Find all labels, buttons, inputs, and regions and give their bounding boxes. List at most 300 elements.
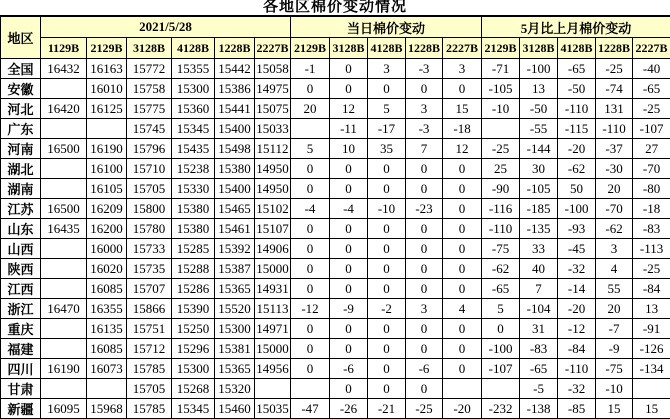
- monthly-change-cell: -135: [520, 219, 558, 239]
- column-header: 2227B: [255, 38, 291, 59]
- monthly-change-cell: -50: [558, 79, 596, 99]
- region-cell: 福建: [1, 339, 41, 359]
- daily-change-cell: -2: [368, 299, 406, 319]
- daily-change-cell: [291, 379, 330, 399]
- price-cell: 15000: [255, 339, 291, 359]
- price-cell: 15238: [172, 159, 215, 179]
- table-row: [1, 139, 670, 159]
- column-header: 4128B: [368, 38, 406, 59]
- monthly-change-cell: -30: [596, 159, 633, 179]
- table-row: [1, 399, 670, 419]
- monthly-change-cell: 20: [596, 299, 633, 319]
- price-cell: 16135: [87, 319, 127, 339]
- price-cell: [87, 379, 127, 399]
- daily-change-cell: 3: [368, 59, 406, 79]
- daily-change-cell: 0: [443, 199, 482, 219]
- daily-change-cell: -18: [443, 119, 482, 139]
- monthly-change-cell: -65: [482, 279, 520, 299]
- monthly-change-cell: 33: [520, 239, 558, 259]
- table-row: [1, 279, 670, 299]
- price-cell: 14906: [255, 239, 291, 259]
- price-cell: 15707: [127, 279, 172, 299]
- price-cell: 15441: [215, 99, 255, 119]
- monthly-change-cell: 31: [520, 319, 558, 339]
- daily-change-cell: 0: [291, 219, 330, 239]
- price-cell: [41, 259, 87, 279]
- column-header: 2129B: [291, 38, 330, 59]
- monthly-change-cell: -110: [596, 119, 633, 139]
- region-cell: 甘肃: [1, 379, 41, 399]
- price-cell: 16200: [87, 219, 127, 239]
- daily-change-cell: -12: [291, 299, 330, 319]
- daily-change-cell: -47: [291, 399, 330, 419]
- price-cell: [41, 239, 87, 259]
- price-cell: 15968: [87, 399, 127, 419]
- region-cell: 湖北: [1, 159, 41, 179]
- monthly-change-cell: 5: [482, 299, 520, 319]
- monthly-change-cell: -104: [520, 299, 558, 319]
- price-cell: 16470: [41, 299, 87, 319]
- price-cell: 15000: [255, 259, 291, 279]
- daily-change-cell: 0: [368, 279, 406, 299]
- daily-change-cell: 35: [368, 139, 406, 159]
- cotton-price-table: [0, 15, 670, 419]
- price-cell: 15268: [172, 379, 215, 399]
- price-cell: 15780: [127, 219, 172, 239]
- price-cell: [41, 179, 87, 199]
- daily-change-cell: 0: [291, 239, 330, 259]
- monthly-change-cell: -20: [558, 299, 596, 319]
- price-cell: 15745: [127, 119, 172, 139]
- monthly-change-cell: -18: [633, 199, 670, 219]
- header-group-1: 当日棉价变动: [291, 16, 482, 38]
- monthly-change-cell: -9: [596, 339, 633, 359]
- daily-change-cell: 20: [291, 99, 330, 119]
- monthly-change-cell: -90: [482, 179, 520, 199]
- region-cell: 安徽: [1, 79, 41, 99]
- monthly-change-cell: -232: [482, 399, 520, 419]
- price-cell: 16209: [87, 199, 127, 219]
- price-cell: 15400: [215, 119, 255, 139]
- daily-change-cell: 0: [406, 79, 443, 99]
- monthly-change-cell: -65: [558, 59, 596, 79]
- monthly-change-cell: [482, 119, 520, 139]
- region-cell: 陕西: [1, 259, 41, 279]
- price-cell: [41, 279, 87, 299]
- monthly-change-cell: -75: [596, 359, 633, 379]
- daily-change-cell: 0: [406, 259, 443, 279]
- daily-change-cell: 0: [443, 279, 482, 299]
- price-cell: 16020: [87, 259, 127, 279]
- monthly-change-cell: -10: [482, 99, 520, 119]
- table-row: [1, 199, 670, 219]
- monthly-change-cell: -83: [633, 219, 670, 239]
- monthly-change-cell: -110: [482, 219, 520, 239]
- price-cell: 15112: [255, 139, 291, 159]
- monthly-change-cell: -70: [596, 199, 633, 219]
- monthly-change-cell: -25: [633, 259, 670, 279]
- monthly-change-cell: -50: [520, 99, 558, 119]
- price-cell: 14950: [255, 179, 291, 199]
- monthly-change-cell: -110: [558, 99, 596, 119]
- price-cell: 15733: [127, 239, 172, 259]
- daily-change-cell: 5: [291, 139, 330, 159]
- region-cell: 河北: [1, 99, 41, 119]
- daily-change-cell: 0: [368, 239, 406, 259]
- daily-change-cell: -17: [368, 119, 406, 139]
- price-cell: 16105: [87, 179, 127, 199]
- daily-change-cell: 15: [443, 99, 482, 119]
- price-cell: 15461: [215, 219, 255, 239]
- price-cell: 15330: [172, 179, 215, 199]
- column-header: 2227B: [633, 38, 670, 59]
- monthly-change-cell: -105: [520, 179, 558, 199]
- price-cell: 15286: [172, 279, 215, 299]
- table-row: [1, 299, 670, 319]
- monthly-change-cell: -113: [633, 239, 670, 259]
- monthly-change-cell: -14: [558, 279, 596, 299]
- price-cell: 15355: [172, 59, 215, 79]
- price-cell: 15386: [215, 79, 255, 99]
- table-row: [1, 359, 670, 379]
- daily-change-cell: 7: [406, 139, 443, 159]
- table-head: [1, 16, 670, 59]
- price-cell: 15392: [215, 239, 255, 259]
- region-cell: 山西: [1, 239, 41, 259]
- monthly-change-cell: [633, 379, 670, 399]
- column-header: 2227B: [443, 38, 482, 59]
- column-header: 1228B: [406, 38, 443, 59]
- daily-change-cell: 0: [368, 219, 406, 239]
- price-cell: [255, 379, 291, 399]
- monthly-change-cell: -100: [558, 199, 596, 219]
- monthly-change-cell: -84: [633, 279, 670, 299]
- daily-change-cell: 0: [291, 359, 330, 379]
- price-cell: 15460: [215, 399, 255, 419]
- monthly-change-cell: -45: [558, 239, 596, 259]
- page-title: 各地区棉价变动情况: [0, 0, 670, 15]
- price-cell: 15442: [215, 59, 255, 79]
- price-cell: 16500: [41, 199, 87, 219]
- table-row: [1, 79, 670, 99]
- table-row: [1, 59, 670, 79]
- price-cell: 16163: [87, 59, 127, 79]
- monthly-change-cell: 55: [596, 279, 633, 299]
- price-cell: [41, 319, 87, 339]
- daily-change-cell: -6: [330, 359, 368, 379]
- monthly-change-cell: -71: [482, 59, 520, 79]
- table-row: [1, 159, 670, 179]
- daily-change-cell: 0: [330, 179, 368, 199]
- daily-change-cell: -3: [406, 119, 443, 139]
- price-cell: [41, 339, 87, 359]
- price-cell: 15772: [127, 59, 172, 79]
- price-cell: 15288: [172, 259, 215, 279]
- header-group-0: 2021/5/28: [41, 16, 291, 38]
- daily-change-cell: 0: [291, 179, 330, 199]
- price-cell: 15866: [127, 299, 172, 319]
- daily-change-cell: -3: [406, 59, 443, 79]
- monthly-change-cell: -144: [520, 139, 558, 159]
- region-cell: 河南: [1, 139, 41, 159]
- price-cell: 16100: [87, 159, 127, 179]
- daily-change-cell: 3: [406, 99, 443, 119]
- daily-change-cell: -9: [330, 299, 368, 319]
- monthly-change-cell: -80: [633, 179, 670, 199]
- monthly-change-cell: -115: [558, 119, 596, 139]
- price-cell: 15796: [127, 139, 172, 159]
- price-cell: 15300: [172, 359, 215, 379]
- price-cell: [41, 119, 87, 139]
- daily-change-cell: 0: [368, 79, 406, 99]
- daily-change-cell: -21: [368, 399, 406, 419]
- daily-change-cell: 3: [406, 299, 443, 319]
- region-cell: 湖南: [1, 179, 41, 199]
- daily-change-cell: 12: [443, 139, 482, 159]
- monthly-change-cell: -20: [558, 139, 596, 159]
- daily-change-cell: -26: [330, 399, 368, 419]
- monthly-change-cell: [482, 379, 520, 399]
- monthly-change-cell: -32: [558, 259, 596, 279]
- monthly-change-cell: 50: [558, 179, 596, 199]
- column-header: 1228B: [596, 38, 633, 59]
- price-cell: 15113: [255, 299, 291, 319]
- daily-change-cell: 0: [406, 179, 443, 199]
- column-header: 3128B: [127, 38, 172, 59]
- price-cell: 16000: [87, 239, 127, 259]
- price-cell: 14950: [255, 159, 291, 179]
- price-cell: 14956: [255, 359, 291, 379]
- price-cell: 15710: [127, 159, 172, 179]
- monthly-change-cell: -10: [596, 379, 633, 399]
- monthly-change-cell: -55: [520, 119, 558, 139]
- monthly-change-cell: -110: [558, 359, 596, 379]
- monthly-change-cell: 7: [520, 279, 558, 299]
- table-row: [1, 259, 670, 279]
- price-cell: 16435: [41, 219, 87, 239]
- monthly-change-cell: -70: [633, 159, 670, 179]
- monthly-change-cell: -74: [596, 79, 633, 99]
- daily-change-cell: 12: [330, 99, 368, 119]
- price-cell: 15300: [215, 319, 255, 339]
- price-cell: 15075: [255, 99, 291, 119]
- price-cell: 15751: [127, 319, 172, 339]
- monthly-change-cell: -32: [558, 379, 596, 399]
- daily-change-cell: -6: [406, 359, 443, 379]
- region-cell: 全国: [1, 59, 41, 79]
- monthly-change-cell: -134: [633, 359, 670, 379]
- price-cell: 15058: [255, 59, 291, 79]
- daily-change-cell: 0: [330, 279, 368, 299]
- daily-change-cell: 10: [330, 139, 368, 159]
- price-cell: 15387: [215, 259, 255, 279]
- monthly-change-cell: 40: [520, 259, 558, 279]
- daily-change-cell: 0: [330, 59, 368, 79]
- monthly-change-cell: 0: [482, 319, 520, 339]
- price-cell: 16190: [87, 139, 127, 159]
- daily-change-cell: 4: [443, 299, 482, 319]
- monthly-change-cell: -105: [482, 79, 520, 99]
- monthly-change-cell: -5: [520, 379, 558, 399]
- price-cell: 16085: [87, 339, 127, 359]
- daily-change-cell: 0: [291, 279, 330, 299]
- daily-change-cell: 0: [291, 339, 330, 359]
- monthly-change-cell: -62: [558, 159, 596, 179]
- column-header: 3128B: [330, 38, 368, 59]
- price-cell: 15102: [255, 199, 291, 219]
- daily-change-cell: 0: [291, 319, 330, 339]
- price-cell: 15296: [172, 339, 215, 359]
- daily-change-cell: -20: [443, 399, 482, 419]
- region-cell: 浙江: [1, 299, 41, 319]
- daily-change-cell: 0: [330, 219, 368, 239]
- region-cell: 江西: [1, 279, 41, 299]
- region-cell: 广东: [1, 119, 41, 139]
- region-cell: 新疆: [1, 399, 41, 419]
- daily-change-cell: 0: [368, 359, 406, 379]
- price-cell: 15107: [255, 219, 291, 239]
- daily-change-cell: 0: [443, 259, 482, 279]
- monthly-change-cell: -85: [558, 399, 596, 419]
- daily-change-cell: 0: [443, 179, 482, 199]
- price-cell: 16125: [87, 99, 127, 119]
- monthly-change-cell: -126: [633, 339, 670, 359]
- monthly-change-cell: 15: [633, 399, 670, 419]
- price-cell: 14971: [255, 319, 291, 339]
- price-cell: 14931: [255, 279, 291, 299]
- monthly-change-cell: 131: [596, 99, 633, 119]
- price-cell: 15300: [172, 79, 215, 99]
- monthly-change-cell: -100: [482, 339, 520, 359]
- column-header: 1228B: [215, 38, 255, 59]
- price-cell: 16010: [87, 79, 127, 99]
- price-cell: 16073: [87, 359, 127, 379]
- daily-change-cell: 0: [443, 359, 482, 379]
- daily-change-cell: -11: [330, 119, 368, 139]
- price-cell: 15465: [215, 199, 255, 219]
- daily-change-cell: 0: [330, 239, 368, 259]
- price-cell: 15345: [172, 119, 215, 139]
- region-header: 地区: [1, 16, 41, 59]
- price-cell: 15498: [215, 139, 255, 159]
- daily-change-cell: 0: [330, 79, 368, 99]
- daily-change-cell: 0: [443, 239, 482, 259]
- daily-change-cell: 0: [406, 279, 443, 299]
- price-cell: 15250: [172, 319, 215, 339]
- monthly-change-cell: -107: [633, 119, 670, 139]
- daily-change-cell: 0: [443, 319, 482, 339]
- daily-change-cell: 0: [406, 319, 443, 339]
- price-cell: 15785: [127, 399, 172, 419]
- daily-change-cell: -25: [406, 399, 443, 419]
- price-cell: 16095: [41, 399, 87, 419]
- table-body: [1, 59, 670, 419]
- price-cell: 16355: [87, 299, 127, 319]
- header-group-2: 5月比上月棉价变动: [482, 16, 670, 38]
- price-cell: 15365: [215, 279, 255, 299]
- monthly-change-cell: -62: [482, 259, 520, 279]
- price-cell: 15520: [215, 299, 255, 319]
- price-cell: [87, 119, 127, 139]
- daily-change-cell: 0: [330, 319, 368, 339]
- monthly-change-cell: -65: [520, 359, 558, 379]
- column-header: 2129B: [482, 38, 520, 59]
- monthly-change-cell: -12: [558, 319, 596, 339]
- region-cell: 重庆: [1, 319, 41, 339]
- monthly-change-cell: -93: [558, 219, 596, 239]
- price-cell: 15712: [127, 339, 172, 359]
- monthly-change-cell: 27: [633, 139, 670, 159]
- column-header: 1129B: [41, 38, 87, 59]
- price-cell: 15345: [172, 399, 215, 419]
- column-header: 2129B: [87, 38, 127, 59]
- daily-change-cell: 0: [406, 219, 443, 239]
- daily-change-cell: 0: [368, 319, 406, 339]
- column-header: 4128B: [558, 38, 596, 59]
- daily-change-cell: -1: [291, 59, 330, 79]
- monthly-change-cell: 13: [520, 79, 558, 99]
- price-cell: [41, 379, 87, 399]
- monthly-change-cell: -37: [596, 139, 633, 159]
- price-cell: [41, 79, 87, 99]
- price-cell: 16190: [41, 359, 87, 379]
- daily-change-cell: 0: [443, 339, 482, 359]
- region-cell: 江苏: [1, 199, 41, 219]
- monthly-change-cell: 30: [520, 159, 558, 179]
- monthly-change-cell: 25: [482, 159, 520, 179]
- daily-change-cell: 0: [368, 179, 406, 199]
- daily-change-cell: 0: [406, 379, 443, 399]
- table-row: [1, 319, 670, 339]
- monthly-change-cell: 15: [596, 399, 633, 419]
- price-cell: 15285: [172, 239, 215, 259]
- table-row: [1, 99, 670, 119]
- daily-change-cell: 0: [368, 339, 406, 359]
- price-cell: 14975: [255, 79, 291, 99]
- monthly-change-cell: -100: [520, 59, 558, 79]
- monthly-change-cell: -62: [596, 219, 633, 239]
- header-sub-row: [1, 38, 670, 59]
- monthly-change-cell: -84: [558, 339, 596, 359]
- monthly-change-cell: -65: [633, 79, 670, 99]
- daily-change-cell: 0: [291, 159, 330, 179]
- daily-change-cell: [443, 379, 482, 399]
- daily-change-cell: 0: [443, 219, 482, 239]
- table-row: [1, 239, 670, 259]
- price-cell: 15705: [127, 179, 172, 199]
- daily-change-cell: 0: [291, 79, 330, 99]
- daily-change-cell: 0: [330, 259, 368, 279]
- daily-change-cell: 0: [406, 239, 443, 259]
- price-cell: 15400: [215, 179, 255, 199]
- table-row: [1, 219, 670, 239]
- header-group-row: [1, 16, 670, 38]
- daily-change-cell: -23: [406, 199, 443, 219]
- monthly-change-cell: -25: [482, 139, 520, 159]
- monthly-change-cell: -25: [633, 99, 670, 119]
- daily-change-cell: 0: [330, 159, 368, 179]
- price-cell: 15360: [172, 99, 215, 119]
- price-cell: 15365: [215, 359, 255, 379]
- price-cell: 16432: [41, 59, 87, 79]
- table-row: [1, 119, 670, 139]
- daily-change-cell: 0: [330, 379, 368, 399]
- monthly-change-cell: -75: [482, 239, 520, 259]
- daily-change-cell: 0: [291, 259, 330, 279]
- column-header: 4128B: [172, 38, 215, 59]
- price-cell: 15380: [172, 199, 215, 219]
- price-cell: 16085: [87, 279, 127, 299]
